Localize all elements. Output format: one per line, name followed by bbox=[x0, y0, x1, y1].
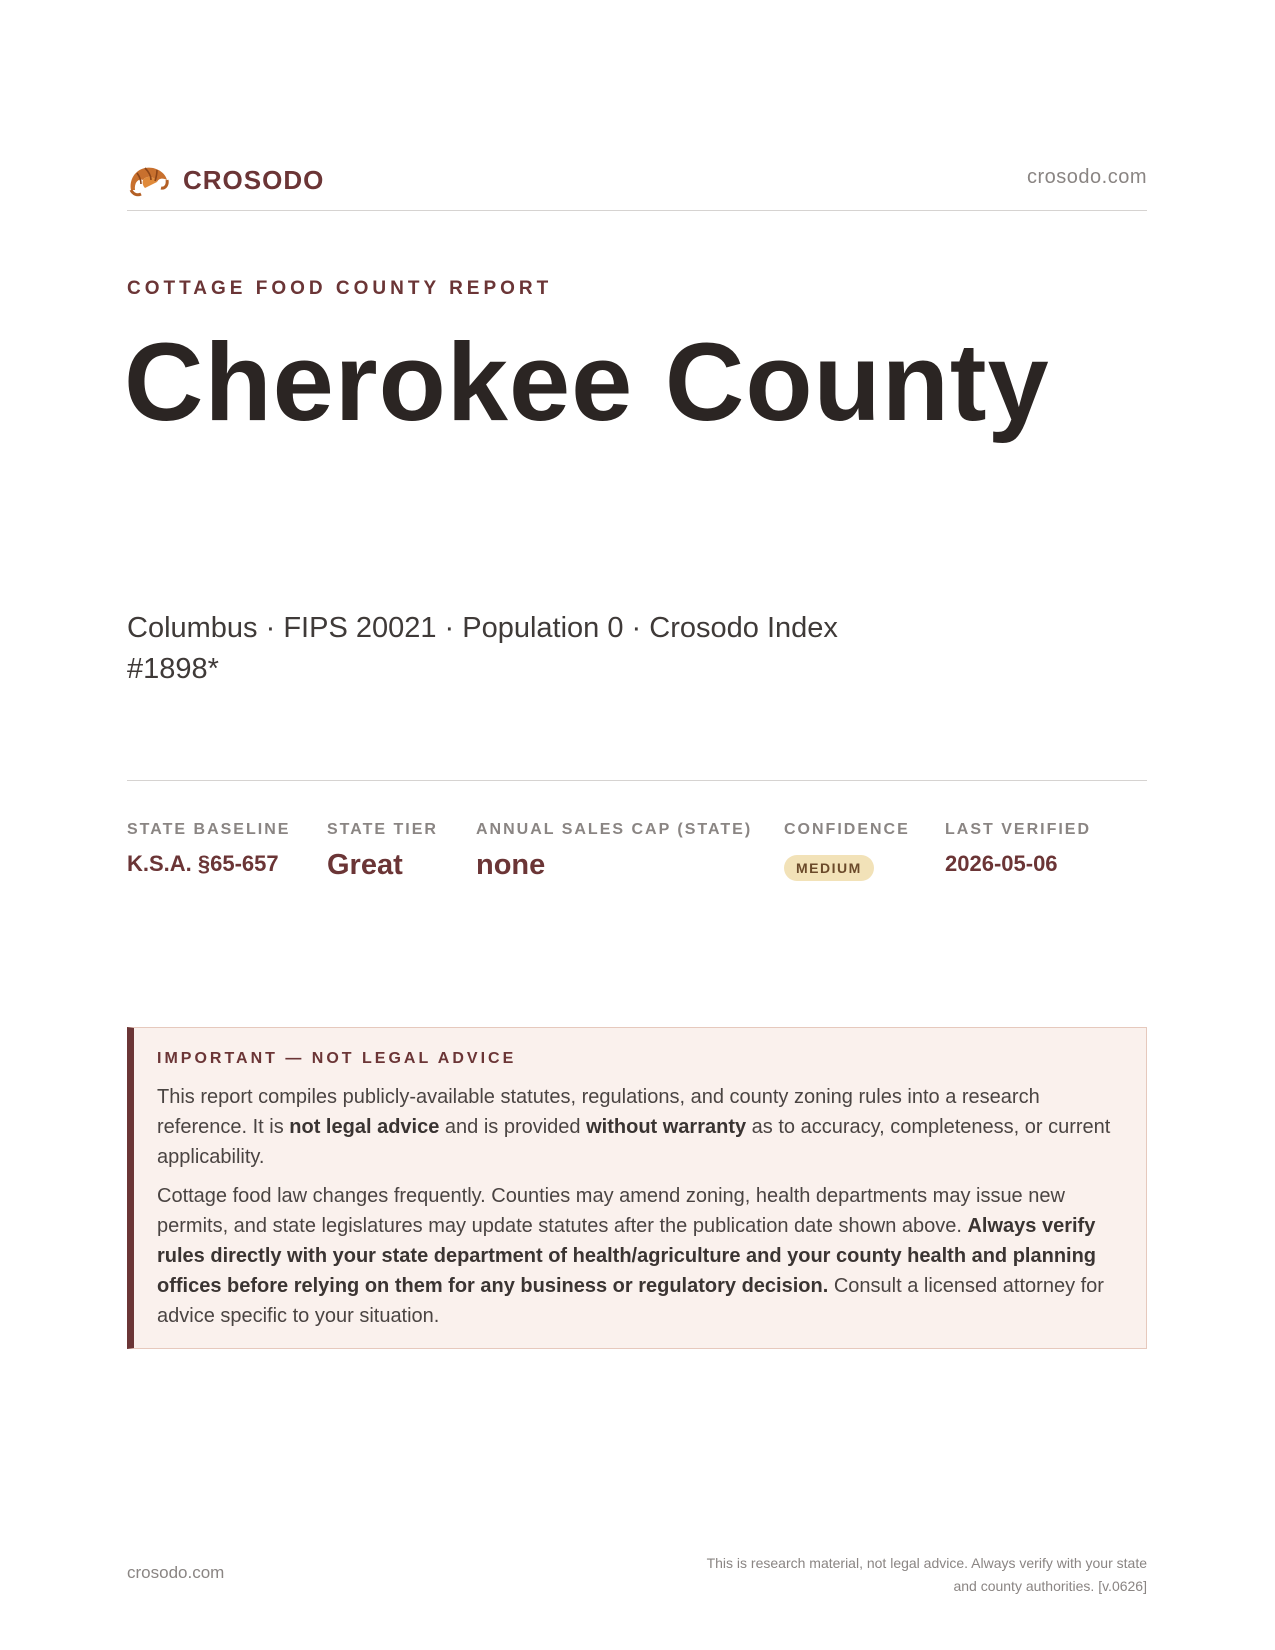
fact-confidence bbox=[784, 821, 910, 881]
brand bbox=[127, 160, 324, 200]
fact-label: STATE BASELINE bbox=[127, 821, 291, 838]
croissant-icon bbox=[127, 160, 169, 200]
fact-label: ANNUAL SALES CAP (STATE) bbox=[476, 821, 753, 838]
brand-name: CROSODO bbox=[183, 164, 325, 195]
fact-value: 2026-05-06 bbox=[945, 851, 1058, 876]
confidence-badge: MEDIUM bbox=[784, 855, 874, 881]
facts-row bbox=[127, 780, 1147, 901]
footer-url[interactable]: crosodo.com bbox=[127, 1563, 225, 1582]
report-page bbox=[124, 0, 1147, 1650]
notice-title: IMPORTANT — NOT LEGAL ADVICE bbox=[157, 1050, 517, 1067]
fact-label: CONFIDENCE bbox=[784, 821, 910, 838]
fact-value: Great bbox=[327, 849, 403, 881]
legal-notice bbox=[127, 1027, 1147, 1349]
site-url[interactable]: crosodo.com bbox=[1027, 166, 1147, 188]
notice-paragraph-2: Cottage food law changes frequently. Counties may amend zoning, health departments may issue new permits, and state legislatures may update statutes after the publication date shown above. Always verify rules directly with your state department of health/agriculture and your county health and planning offices before relying on them for any business or regulatory decision. Consult a licensed attorney for advice specific to your situation. bbox=[157, 1185, 1104, 1327]
footer-disclaimer-line: and county authorities. [v.0626] bbox=[953, 1578, 1147, 1594]
fact-state-tier bbox=[327, 821, 438, 882]
footer-disclaimer-line: This is research material, not legal advice. Always verify with your state bbox=[706, 1555, 1147, 1571]
page-header bbox=[127, 160, 1147, 211]
page-title: Cherokee County bbox=[124, 321, 1050, 444]
notice-paragraph-1: This report compiles publicly-available statutes, regulations, and county zoning rules into a research reference. It is not legal advice and is provided without warranty as to accuracy, completeness, or current applicability. bbox=[157, 1086, 1111, 1168]
fact-annual-sales-cap bbox=[476, 821, 752, 882]
report-subtitle: Columbus · FIPS 20021 · Population 0 · Crosodo Index #1898* bbox=[127, 612, 838, 685]
fact-value: K.S.A. §65-657 bbox=[127, 851, 279, 876]
fact-last-verified bbox=[945, 821, 1091, 877]
fact-state-baseline bbox=[127, 821, 290, 877]
fact-label: LAST VERIFIED bbox=[945, 821, 1092, 838]
fact-value: none bbox=[476, 849, 546, 881]
fact-label: STATE TIER bbox=[327, 821, 438, 838]
report-kicker: COTTAGE FOOD COUNTY REPORT bbox=[127, 278, 553, 299]
footer-disclaimer bbox=[607, 1552, 1147, 1598]
